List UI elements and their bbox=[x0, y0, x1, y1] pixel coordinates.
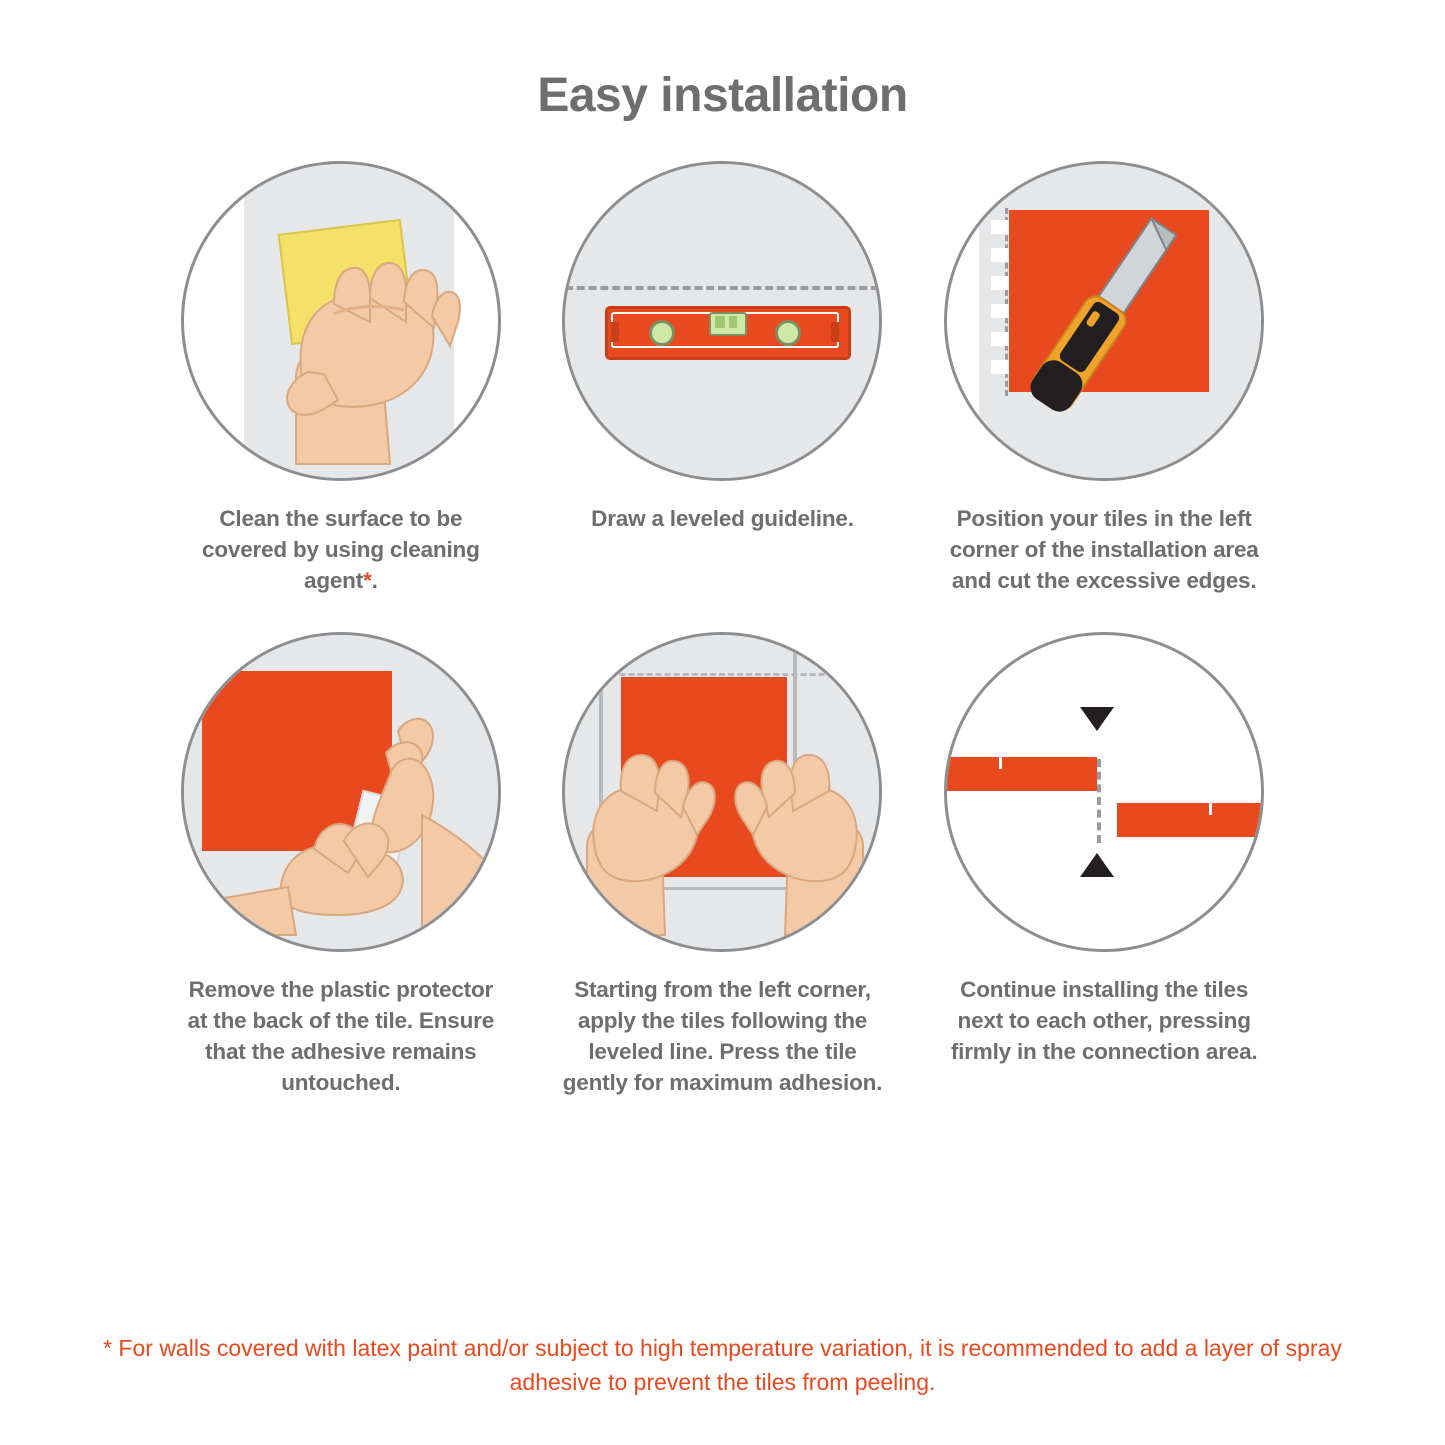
step-3-illustration bbox=[944, 161, 1264, 481]
steps-row-2 bbox=[0, 632, 1445, 1098]
step-1 bbox=[150, 161, 532, 596]
level-end-cap-left bbox=[611, 322, 619, 342]
steps-row-1 bbox=[0, 161, 1445, 596]
tile-left-seam bbox=[999, 757, 1002, 769]
step-3 bbox=[913, 161, 1295, 596]
utility-knife-icon bbox=[947, 164, 1264, 481]
step-2-caption: Draw a leveled guideline. bbox=[591, 505, 854, 531]
step-5-illustration bbox=[562, 632, 882, 952]
step-2 bbox=[532, 161, 914, 596]
step-4-caption: Remove the plastic protector at the back of the tile. Ensure that the adhesive remains untouched. bbox=[187, 976, 495, 1096]
step-1-caption-text: Clean the surface to be covered by using cleaning agent bbox=[202, 505, 480, 593]
vial-bubble-center bbox=[715, 316, 725, 328]
arrow-down-icon bbox=[1080, 707, 1114, 731]
connection-line-dashed bbox=[1097, 759, 1101, 843]
step-5-caption: Starting from the left corner, apply the tiles following the leveled line. Press the tile gently for maximum adhesion. bbox=[562, 976, 883, 1096]
step-5 bbox=[532, 632, 914, 1098]
footnote: * For walls covered with latex paint and/or subject to high temperature variation, it is recommended to add a layer of spray adhesive to prevent the tiles from peeling. bbox=[103, 1335, 1342, 1395]
step-1-caption bbox=[176, 503, 506, 596]
vial-bubble-center-2 bbox=[729, 316, 737, 328]
tile-right bbox=[1117, 803, 1264, 837]
level-end-cap-right bbox=[831, 322, 839, 342]
hands-icon bbox=[565, 635, 882, 952]
step-6 bbox=[913, 632, 1295, 1098]
step-2-illustration bbox=[562, 161, 882, 481]
step-4-illustration bbox=[181, 632, 501, 952]
footnote-marker: * bbox=[363, 567, 372, 593]
tile-right-seam bbox=[1209, 803, 1212, 815]
step-1-caption-period: . bbox=[371, 567, 378, 593]
hand-icon bbox=[184, 164, 501, 481]
step-3-caption: Position your tiles in the left corner of the installation area and cut the excessive edges. bbox=[949, 505, 1259, 593]
guideline-dashed bbox=[565, 286, 879, 290]
tile-left bbox=[944, 757, 1097, 791]
step-6-illustration bbox=[944, 632, 1264, 952]
step-6-caption: Continue installing the tiles next to each other, pressing firmly in the connection area. bbox=[950, 976, 1258, 1065]
step-1-illustration bbox=[181, 161, 501, 481]
page-title: Easy installation bbox=[537, 69, 908, 122]
hands-icon bbox=[184, 635, 501, 952]
arrow-up-icon bbox=[1080, 853, 1114, 877]
step-4 bbox=[150, 632, 532, 1098]
